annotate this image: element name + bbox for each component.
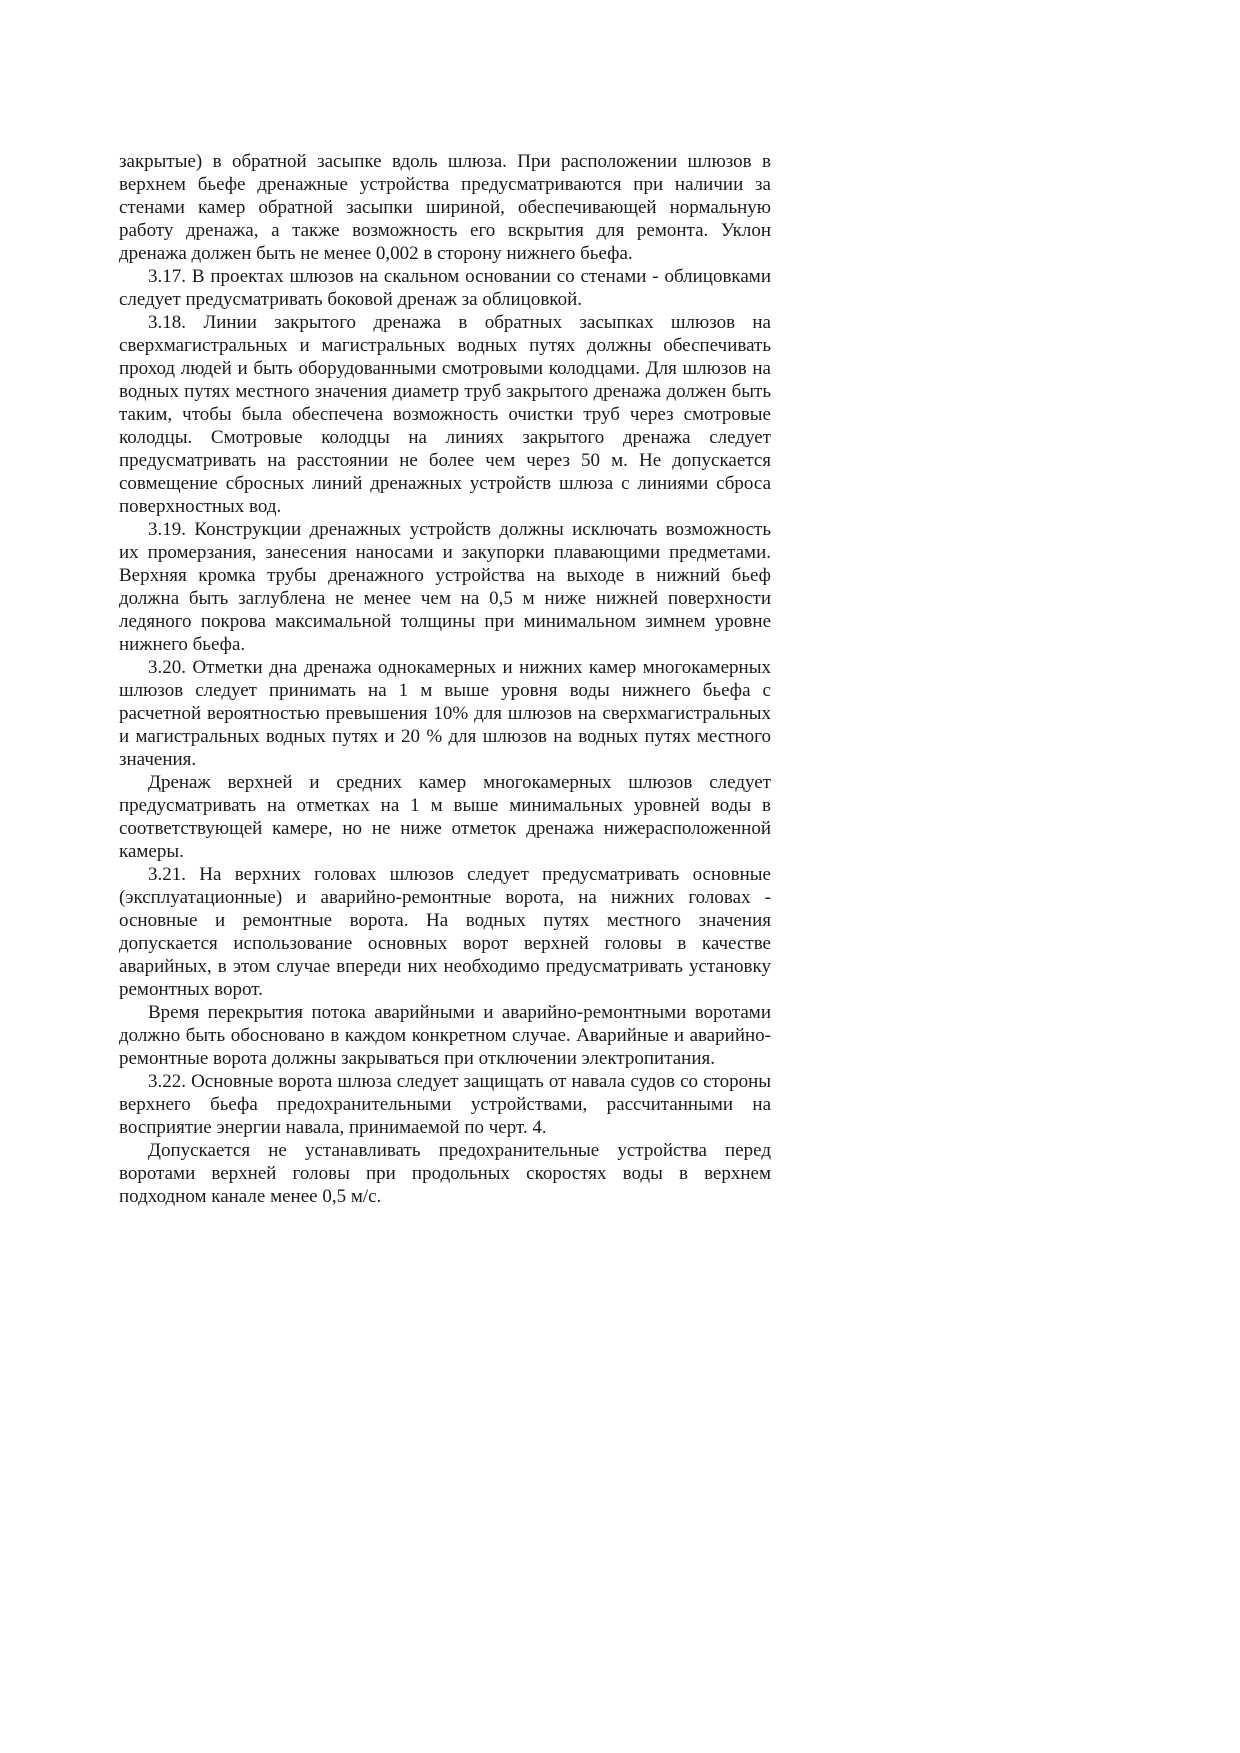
paragraph-3-20: 3.20. Отметки дна дренажа однокамерных и нижних камер многокамерных шлюзов следует принимать на 1 м выше уровня воды нижнего бьефа с расчетной вероятностью превышения 10% для шлюзов на сверхмагистральных и магистральных водных путях и 20 % для шлюзов на водных путях местного значения. (119, 657, 771, 770)
paragraph-3-19: 3.19. Конструкции дренажных устройств должны исключать возможность их промерзания, занесения наносами и закупорки плавающими предметами. Верхняя кромка трубы дренажного устройства на выходе в нижний бьеф должна быть заглублена не менее чем на 0,5 м ниже нижней поверхности ледяного покрова максимальной толщины при минимальном зимнем уровне нижнего бьефа. (119, 519, 771, 655)
paragraph-3-17: 3.17. В проектах шлюзов на скальном основании со стенами - облицовками следует предусматривать боковой дренаж за облицовкой. (119, 266, 771, 310)
paragraph-3-20-drainage: Дренаж верхней и средних камер многокамерных шлюзов следует предусматривать на отметках на 1 м выше минимальных уровней воды в соответствующей камере, но не ниже отметок дренажа нижерасположенной камеры. (119, 772, 771, 862)
paragraph-continuation: закрытые) в обратной засыпке вдоль шлюза. При расположении шлюзов в верхнем бьефе дренажные устройства предусматриваются при наличии за стенами камер обратной засыпки шириной, обеспечивающей нормальную работу дренажа, а также возможность его вскрытия для ремонта. Уклон дренажа должен быть не менее 0,002 в сторону нижнего бьефа. (119, 151, 771, 264)
paragraph-3-22-allowed: Допускается не устанавливать предохранительные устройства перед воротами верхней головы при продольных скоростях воды в верхнем подходном канале менее 0,5 м/с. (119, 1140, 771, 1207)
paragraph-3-22: 3.22. Основные ворота шлюза следует защищать от навала судов со стороны верхнего бьефа предохранительными устройствами, рассчитанными на восприятие энергии навала, принимаемой по черт. 4. (119, 1071, 771, 1138)
paragraph-3-21-time: Время перекрытия потока аварийными и аварийно-ремонтными воротами должно быть обосновано в каждом конкретном случае. Аварийные и аварийно-ремонтные ворота должны закрываться при отключении электропитания. (119, 1002, 771, 1069)
paragraph-3-21: 3.21. На верхних головах шлюзов следует предусматривать основные (эксплуатационные) и аварийно-ремонтные ворота, на нижних головах - основные и ремонтные ворота. На водных путях местного значения допускается использование основных ворот верхней головы в качестве аварийных, в этом случае впереди них необходимо предусматривать установку ремонтных ворот. (119, 864, 771, 1000)
document-page (119, 150, 771, 1208)
paragraph-3-18: 3.18. Линии закрытого дренажа в обратных засыпках шлюзов на сверхмагистральных и магистральных водных путях должны обеспечивать проход людей и быть оборудованными смотровыми колодцами. Для шлюзов на водных путях местного значения диаметр труб закрытого дренажа должен быть таким, чтобы была обеспечена возможность очистки труб через смотровые колодцы. Смотровые колодцы на линиях закрытого дренажа следует предусматривать на расстоянии не более чем через 50 м. Не допускается совмещение сбросных линий дренажных устройств шлюза с линиями сброса поверхностных вод. (119, 312, 771, 517)
